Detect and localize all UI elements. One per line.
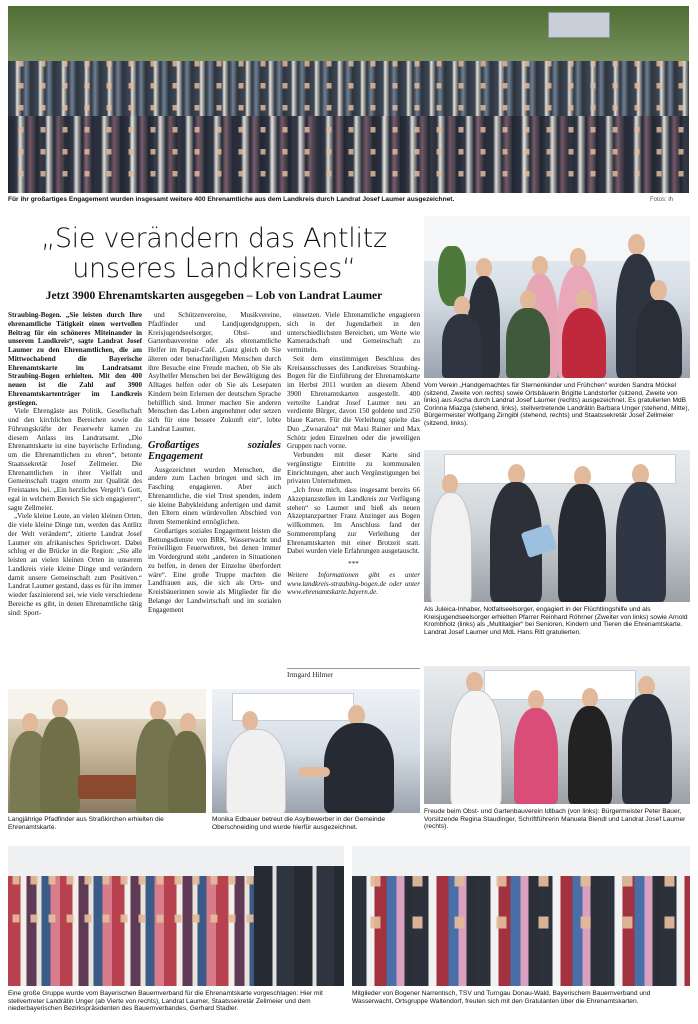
article-paragraph: Viele Ehrengäste aus Politik, Gesellschaft und den kirchlichen Bereichen sowie die Führungskräfte der Feuerwehr kamen zu diesem Anlass ins Landratsamt. „Die Ehrenamtskarte ist eine bayerische Erfindung, um die Ehrenamtlichen zu ehren“, betonte Staatssekretär Josef Zellmeier. Die Ehrenamtlichen in ihrer Vielfalt und Gemeinschaft tragen enorm zur Qualität des Freistaates bei. „Ein herzliches Vergelt’s Gott, egal in welchem Bereich Sie sich engagieren“, sagte Zellmeier.: [8, 407, 142, 512]
photo-pfadfinder: [8, 689, 206, 813]
article-lead: Straubing-Bogen. „Sie leisten durch Ihre ehrenamtliche Tätigkeit einen wertvollen Beitrag für ein schöneres Miteinander in unserem Landkreis“, sagte Landrat Josef Laumer zu den Ehrenamtlichen, die am Mittwochabend die Bayerische Ehrenamtskarte im Landratsamt Straubing-Bogen erhielten. Mit den 400 neuen ist die Zahl auf 3900 Ehrenamtskartenträger im Landkreis gestiegen.: [8, 311, 142, 407]
subheadline: Jetzt 3900 Ehrenamtskarten ausgegeben – Lob von Landrat Laumer: [45, 290, 383, 302]
article-paragraph: „Ich freue mich, dass insgesamt bereits 66 Akzeptanzstellen im Landkreis zur Verfügung stehen“ so Laumer und hieß als neuen Akzeptanzpartner Franz Anzinger aus Bogen willkommen. Im Anschluss fand der Sommerempfang zur Verleihung der Ehrenamtskarten mit einer Brotzeit statt. Dabei wurden viele Erfahrungen ausgetauscht.: [287, 486, 420, 556]
article-paragraph: Ausgezeichnet wurden Menschen, die andere zum Lachen bringen und sich im Fasching engagieren. Aber auch Ehrenamtliche, die viel Trost spenden, indem sie kleine Babykleidung anfertigen und damit den Eltern einen würdevollen Abschied von ihrem Sternenkind ermöglichen.: [148, 465, 281, 526]
photo-bauernverband: [8, 846, 344, 986]
article-paragraph: Großartiges soziales Engagement leisten die Bettungsdienste von BRK, Wasserwacht und Freiwilligen Feuerwehren, bei denen immer im Vordergrund steht „anderen in Situationen zu helfen, in denen der Einzelne überfordert wäre“. Eine große Truppe machten die Landfrauen aus, die sich als Orts- und Kreisbäuerinnen sowie als Mitglieder für die Belange der Landwirtschaft und im sozialen Engagement: [148, 526, 281, 614]
caption-pfadfinder: Langjährige Pfadfinder aus Straßkirchen erhielten die Ehrenamtskarte.: [8, 816, 164, 831]
photo-edbauer: [212, 689, 420, 813]
caption-gartenbau: Freude beim Obst- und Gartenbauverein Idlbach (von links): Bürgermeister Peter Bauer, Vorsitzende Regina Staudinger, Schriftführerin Manuela Biendl und Landrat Josef Laumer (rechts).: [424, 808, 686, 831]
article-column-1: [8, 311, 142, 681]
group-photo: [8, 6, 689, 193]
headline: [8, 224, 420, 284]
caption-sternenkinder: Vom Verein „Handgemachtes für Sternenkinder und Frühchen“ wurden Sandra Möckel (sitzend, Zweite von rechts) sowie Ortsbäuerin Brigitte Landstorfer (sitzend, Zweite von links) aus Ascha durch Landrat Josef Laumer (rechts) ausgezeichnet. Es gratulierten MdB Corinna Miazga (stehend, links), stellvertretende Landrätin Barbara Unger (stehend, Mitte), Bürgermeister Wolfgang Zirngibl (stehend, rechts) und Staatssekretär Josef Zellmeier (sitzend, links).: [424, 382, 690, 427]
info-links: Weitere Informationen gibt es unter www.landkreis-straubing-bogen.de oder unter www.ehrenamtskarte.bayern.de.: [287, 570, 420, 597]
headline-line-2: unseres Landkreises“: [72, 253, 356, 284]
separator-stars: ***: [348, 560, 359, 568]
photo-narrentisch: [352, 846, 690, 986]
article-paragraph: Verbunden mit dieser Karte sind vergünstigte Eintritte zu kommunalen Einrichtungen, aber auch Vergünstigungen bei privaten Unternehmen.: [287, 451, 420, 486]
caption-juleica: Als Juleica-Inhaber, Notfallseelsorger, engagiert in der Flüchtlingshilfe und als Kreisjugendseelsorger erhielten Pfarrer Reinhard Röhrner (Zweiter von links) sowie Arnold Krombholz (links) als „Multitalgier“ bei Senioren, Kindern und Tieren die Ehrenamtskarte. Landrat Josef Laumer und MdL Hans Ritt gratulierten.: [424, 606, 688, 636]
article-paragraph: einsetzen. Viele Ehrenamtliche engagieren sich in der Jugendarbeit in den unterschiedlichsten Bereichen, um Werte wie Kameradschaft und Gemeinschaft zu vermitteln.: [287, 311, 420, 354]
author-byline: Irmgard Hilmer: [287, 670, 333, 679]
article-column-3: [287, 311, 420, 661]
photo-sternenkinder: [424, 216, 690, 378]
caption-narrentisch: Mitglieder von Bogener Narrentisch, TSV und Turngau Donau-Wald, Bayerischem Bauernverband und Wasserwacht, Ortsgruppe Waltendorf, freuten sich mit den Gratulanten über die Ehrenamtskarten.: [352, 990, 651, 1005]
article-column-2: [148, 311, 281, 681]
caption-bauernverband: Eine große Gruppe wurde vom Bayerischen Bauernverband für die Ehrenamtskarte vorgeschlagen: Hier mit stellvertreter Landrätin Unger (ab Vierte von rechts), Landrat Laumer, Staatssekretär Zellmeier und dem niederbayerischen Bezirkspräsidenten des Bauernverbandes, Gerhard Stadler.: [8, 990, 323, 1013]
group-photo-caption: Für ihr großartiges Engagement wurden insgesamt weitere 400 Ehrenamtliche aus dem Landkreis durch Landrat Josef Laumer ausgezeichnet.: [8, 196, 455, 203]
section-heading: Großartiges soziales Engagement: [148, 439, 281, 462]
photo-juleica: [424, 450, 690, 602]
article-paragraph: Seit dem einstimmigen Beschluss des Kreisausschusses des Landkreises Straubing-Bogen für die Einführung der Ehrenamtskarte im Herbst 2011 wurden an diesem Abend 3900 Ehrenamtskarten ausgestellt. 400 verteilte Landrat Josef Laumer neu an verdiente Bürger, davon 150 goldene und 250 blaue Karten. Für die Verleihung spielte das Duo „Zwoaraloa“ mit Maxi Rainer und Max Schötz jeden Einzelnen oder die jeweiligen Gruppen nach vorne.: [287, 354, 420, 451]
author-rule: [287, 668, 420, 669]
photo-gartenbau: [424, 666, 690, 804]
headline-line-1: „Sie verändern das Antlitz: [41, 223, 387, 254]
caption-edbauer: Monika Edbauer betreut die Asylbewerber in der Gemeinde Oberschneiding und wurde hierfür ausgezeichnet.: [212, 816, 386, 831]
article-paragraph: und Schützenvereine, Musikvereine, Pfadfinder und Landjugendgruppen, Kreisjugendseelsorger, Obst- und Gartenbauvereine oder als ehrenamtliche Helfer im Repair-Café. „Ganz gleich ob Sie älteren oder benachteiligten Menschen durch ihre Besuche eine Freude machen, ob Sie als Asylhelfer Menschen bei der Bewältigung des Alltages helfen oder ob Sie als Lesepaten Kindern beim Erlernen der deutschen Sprache behilflich sind. Immer machen Sie anderen Menschen das Leben angenehmer oder setzen sich für eine bessere Zukunft ein“, lobte Landrat Laumer.: [148, 311, 281, 433]
photo-credit: Fotos: lh: [650, 197, 674, 203]
article-paragraph: „Viele kleine Leute, an vielen kleinen Orten, die viele kleine Dinge tun, werden das Antlitz der Welt verändern“, zitierte Landrat Josef Laumer ein afrikanisches Sprichwort. Dabei schlug er die Brücke in die Region: „Sie alle leisten an vielen kleinen Orten in unserem Landkreis viele kleine Dinge und verändern damit unsere Gemeinschaft zum Positiven.“ Landrat Laumer gestand, dass es für ihn immer wieder faszinierend sei, wie viele verschiedene Bereiche es gibt, in denen Ehrenamtliche tätig sind: Sport-: [8, 512, 142, 617]
